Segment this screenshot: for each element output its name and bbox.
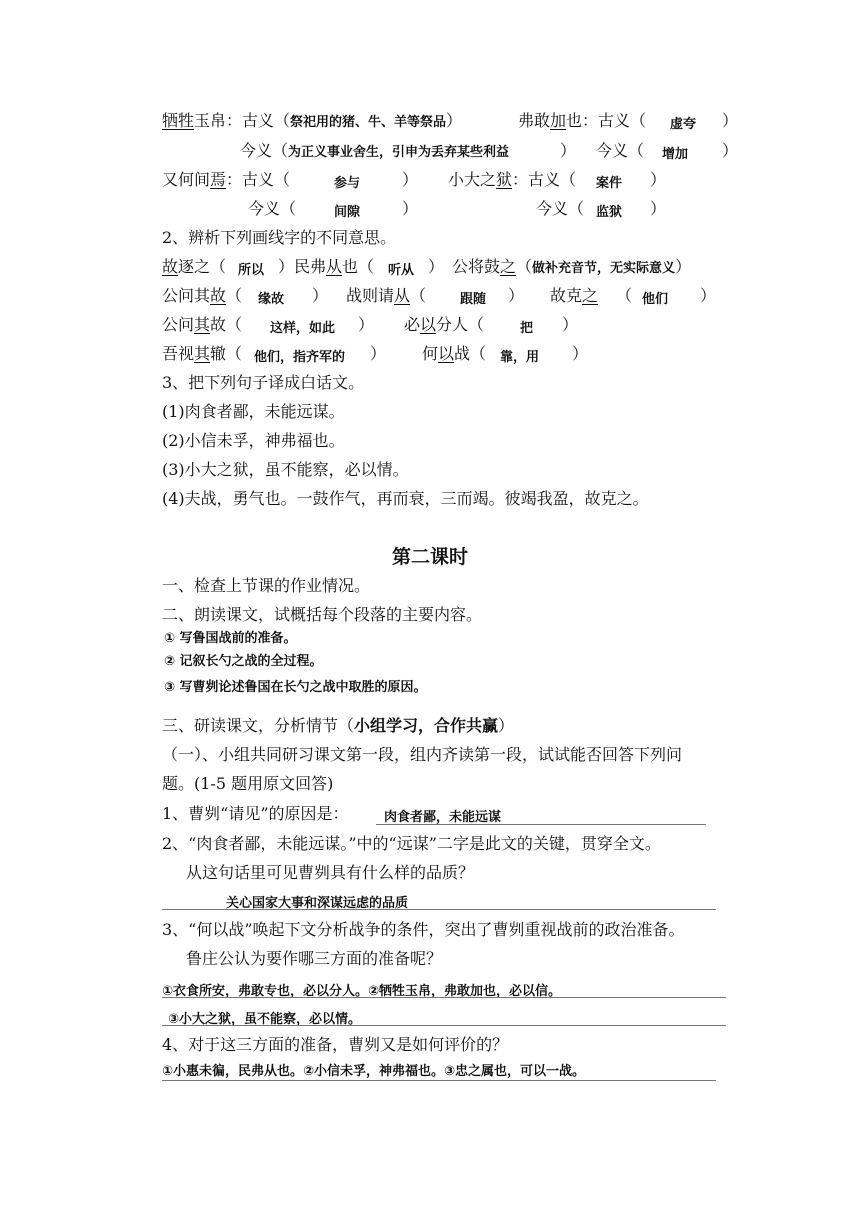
text: 故（ — [210, 315, 243, 334]
text: ） — [650, 199, 667, 218]
answer-line — [162, 1080, 716, 1081]
text: 今义（ — [596, 141, 645, 160]
text: 战（ — [454, 344, 487, 363]
text: （ — [410, 286, 427, 305]
question: 1、曹刿“请见”的原因是： — [162, 804, 349, 823]
answer: 他们，指齐军的 — [254, 350, 346, 365]
text: ） — [572, 344, 589, 363]
answer: 跟随 — [460, 292, 487, 307]
underlined-word: 从 — [394, 286, 411, 305]
text: 今义（ — [248, 199, 297, 218]
text: （ — [616, 286, 633, 305]
answer: 所以 — [238, 263, 265, 278]
text: 逐之（ — [178, 257, 227, 276]
question: 2、“肉食者鄙，未能远谋。”中的“远谋”二字是此文的关键，贯穿全文。 — [162, 834, 661, 853]
text: （ — [226, 286, 243, 305]
q2-row-3b — [404, 315, 484, 335]
q2-row-1b — [278, 257, 374, 277]
underlined-word: 狱 — [496, 170, 513, 189]
underlined-word: 其 — [194, 344, 211, 363]
q2-row-1c — [428, 257, 444, 277]
text: ） — [312, 286, 329, 305]
answer: 监狱 — [596, 205, 623, 220]
text: 辙（ — [210, 344, 243, 363]
answer-line — [162, 1025, 726, 1026]
q2-row-1d — [452, 257, 691, 279]
answer: 他们 — [642, 292, 669, 307]
text: 弗敢 — [518, 111, 551, 130]
text: 吾视 — [162, 344, 195, 363]
answer: 参与 — [334, 176, 361, 191]
answer: 关心国家大事和深谋远虑的品质 — [226, 896, 409, 911]
vocab-row-3b — [448, 170, 576, 190]
text: ） — [562, 315, 579, 334]
step: 二、朗读课文，试概括每个段落的主要内容。 — [162, 605, 483, 624]
answer: 听从 — [388, 263, 415, 278]
question-title: 2、辨析下列画线字的不同意思。 — [162, 228, 397, 247]
text: 分人（ — [436, 315, 485, 334]
q2-row-2a — [162, 286, 242, 306]
answer: 为正义事业舍生，引申为丢弃某些利益 — [288, 145, 510, 160]
text: 民弗 — [294, 257, 327, 276]
answer: 靠，用 — [500, 350, 540, 365]
answer: 肉食者鄙，未能远谋 — [384, 810, 502, 825]
text: 故克 — [550, 286, 583, 305]
underlined-word: 以 — [420, 315, 437, 334]
text: ） — [560, 141, 577, 160]
text: 公将鼓 — [452, 257, 501, 276]
answer-line — [162, 909, 716, 910]
answer: ①小惠未徧，民弗从也。②小信未孚，神弗福也。③忠之属也，可以一战。 — [162, 1064, 586, 1079]
text: 公问 — [162, 315, 195, 334]
question: 4、对于这三方面的准备，曹刿又是如何评价的？ — [162, 1035, 509, 1054]
text: 小大之 — [448, 170, 497, 189]
text: ） — [358, 315, 375, 334]
text: 公问其 — [162, 286, 211, 305]
text: 也：古义（ — [566, 111, 647, 130]
underlined-word: 以 — [438, 344, 455, 363]
group-intro: 题。(1-5 题用原文回答) — [162, 774, 334, 793]
q2-row-1a — [162, 257, 226, 277]
text: 玉帛：古义（ — [194, 111, 291, 130]
text: ） — [675, 257, 692, 276]
text: 今义（ — [536, 199, 585, 218]
q2-row-2c — [550, 286, 598, 306]
answer: 缘故 — [258, 292, 285, 307]
paragraph-summary: ① 写鲁国战前的准备。 — [164, 631, 297, 646]
underlined-word: 之 — [500, 257, 517, 276]
text: ） — [650, 170, 667, 189]
q2-row-2b — [346, 286, 426, 306]
text: ） — [508, 286, 525, 305]
text: 三、研读课文，分析情节（ — [162, 716, 355, 735]
answer: 这样，如此 — [270, 321, 336, 336]
text: 也（ — [342, 257, 375, 276]
vocab-row-1b — [518, 111, 646, 131]
vocab-row-1 — [162, 111, 462, 133]
underlined-word: 之 — [582, 286, 599, 305]
answer: 案件 — [596, 176, 623, 191]
text: （ — [516, 257, 533, 276]
vocab-row-3 — [162, 170, 290, 190]
step — [162, 716, 514, 736]
answer-line — [376, 824, 706, 825]
question: 3、“何以战”唤起下文分析战争的条件，突出了曹刿重视战前的政治准备。 — [162, 920, 685, 939]
answer-line — [162, 997, 726, 998]
text: ：古义（ — [226, 170, 291, 189]
sentence-item: (4)夫战，勇气也。一鼓作气，再而衰，三而竭。彼竭我盈，故克之。 — [162, 489, 649, 508]
answer: 祭祀用的猪、牛、羊等祭品 — [290, 115, 447, 130]
underlined-word: 焉 — [210, 170, 227, 189]
text: ） — [700, 286, 717, 305]
text: ） — [402, 170, 419, 189]
vocab-row-2 — [240, 141, 509, 163]
question: 从这句话里可见曹刿具有什么样的品质？ — [186, 863, 475, 882]
text: 何 — [422, 344, 439, 363]
bold-text: 小组学习，合作共赢 — [354, 716, 499, 735]
text: ） — [402, 199, 419, 218]
q2-row-3a — [162, 315, 242, 335]
text: 又何间 — [162, 170, 211, 189]
answer: 增加 — [662, 147, 689, 162]
text: ） — [446, 111, 463, 130]
answer: 间隙 — [334, 205, 361, 220]
text: 必 — [404, 315, 421, 334]
answer: 虚夸 — [670, 117, 697, 132]
q2-row-4b — [422, 344, 486, 364]
underlined-word: 其 — [194, 315, 211, 334]
text: ：古义（ — [512, 170, 577, 189]
q2-row-4a — [162, 344, 242, 364]
answer: ③小大之狱，虽不能察，必以情。 — [168, 1012, 362, 1027]
answer: ①衣食所安，弗敢专也，必以分人。②牺牲玉帛，弗敢加也，必以信。 — [162, 984, 562, 999]
text: ） — [428, 257, 445, 276]
text: ） — [722, 111, 739, 130]
underlined-word: 故 — [162, 257, 179, 276]
sentence-item: (1)肉食者鄙，未能远谋。 — [162, 402, 345, 421]
section-heading: 第二课时 — [391, 546, 468, 568]
question: 鲁庄公认为要作哪三方面的准备呢？ — [186, 949, 443, 968]
underlined-word: 故 — [210, 286, 227, 305]
paragraph-summary: ② 记叙长勺之战的全过程。 — [164, 654, 323, 669]
text: ） — [722, 141, 739, 160]
text: ） — [370, 344, 387, 363]
underlined-word: 从 — [326, 257, 343, 276]
answer: 做补充音节，无实际意义 — [532, 261, 676, 276]
sentence-item: (2)小信未孚，神弗福也。 — [162, 431, 345, 450]
group-intro: （一）、小组共同研习课文第一段，组内齐读第一段，试试能否回答下列问 — [162, 745, 683, 764]
sentence-item: (3)小大之狱，虽不能察，必以情。 — [162, 460, 409, 479]
text: ） — [278, 257, 295, 276]
question-title: 3、把下列句子译成白话文。 — [162, 373, 365, 392]
paragraph-summary: ③ 写曹刿论述鲁国在长勺之战中取胜的原因。 — [164, 680, 427, 695]
text: 战则请 — [346, 286, 395, 305]
text: ） — [498, 716, 515, 735]
underlined-word: 加 — [550, 111, 567, 130]
step: 一、检查上节课的作业情况。 — [162, 576, 371, 595]
answer: 把 — [520, 321, 534, 336]
text: 今义（ — [240, 141, 289, 160]
underlined-word: 牺牲 — [162, 111, 195, 130]
